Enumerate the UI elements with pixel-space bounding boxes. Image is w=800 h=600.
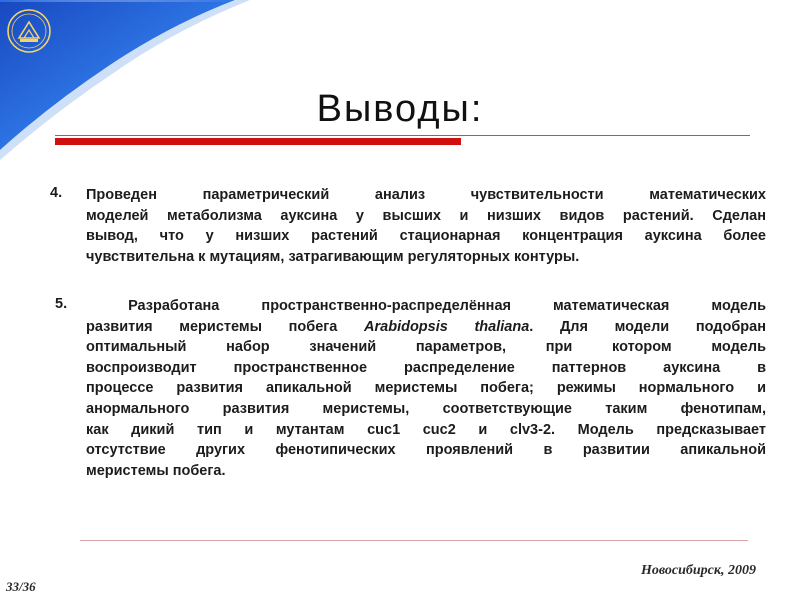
footer-divider	[80, 540, 748, 541]
text-segment: развития меристемы побега	[86, 318, 365, 335]
text-line: меристемы побега.	[86, 462, 226, 479]
text-line: вывод, что у низших растений стационарная концентрация ауксина более	[86, 228, 766, 245]
conclusion-item-5	[86, 296, 766, 481]
text-line: Проведен параметрический анализ чувствительности математических	[86, 187, 766, 203]
text-line: моделей метаболизма ауксина у высших и низших видов растений. Сделан	[86, 207, 766, 224]
slide-title: Выводы:	[316, 88, 484, 130]
species-name: Arabidopsis thaliana	[364, 318, 530, 335]
text-line: процессе развития апикальной меристемы побега; режимы нормального и	[86, 380, 766, 397]
text-segment: . Для модели подобран	[529, 318, 766, 335]
conclusion-item-4	[86, 185, 766, 267]
text-line: отсутствие других фенотипических проявлений в развитии апикальной	[86, 442, 766, 459]
text-line	[86, 317, 766, 338]
title-underline-thick	[55, 138, 461, 145]
text-line: чувствительна к мутациям, затрагивающим регуляторных контуры.	[86, 248, 580, 265]
text-segment: Разработана пространственно-распределённая математическая модель	[128, 298, 767, 314]
text-line: анормального развития меристемы, соответствующие таким фенотипам,	[86, 400, 766, 417]
text-line: оптимальный набор значений параметров, при котором модель	[86, 339, 766, 356]
text-line: как дикий тип и мутантам cuc1 cuc2 и clv3-2. Модель предсказывает	[86, 421, 766, 438]
text-line	[86, 296, 766, 317]
footer-location-year: Новосибирск, 2009	[640, 563, 756, 578]
item-number: 5.	[55, 296, 68, 312]
text-line: воспроизводит пространственное распределение паттернов ауксина в	[86, 359, 766, 376]
logo-emblem-icon	[6, 8, 52, 54]
page-number: 33/36	[6, 579, 36, 594]
title-underline-thin	[55, 135, 750, 136]
item-number: 4.	[50, 185, 63, 201]
